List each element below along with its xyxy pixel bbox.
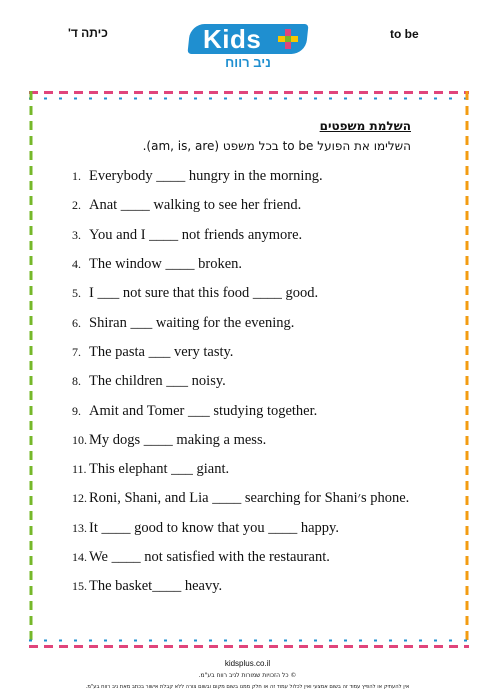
kids-plus-logo (189, 24, 307, 74)
logo-text: Kids (203, 24, 262, 54)
item-number: 8. (72, 374, 81, 389)
footer-site-link[interactable]: kidsplus.co.il (224, 659, 271, 668)
item-number: 7. (72, 344, 81, 359)
exercise-item (72, 484, 409, 513)
exercise-item (72, 162, 409, 191)
worksheet-instruction: השלימו את הפועל to be בכל משפט (am, is, are). (142, 139, 411, 153)
item-sentence: Everybody ____ hungry in the morning. (89, 168, 323, 185)
exercise-item (72, 572, 409, 601)
item-number: 12. (72, 491, 87, 506)
exercise-item (72, 367, 409, 396)
item-sentence: Roni, Shani, and Lia ____ searching for Shani׳s phone. (89, 490, 410, 507)
exercise-item (72, 338, 409, 367)
exercise-item (72, 514, 409, 543)
footer-legal-notice: אין להעתיק או להפיץ עמוד זה בשום אמצעי ואין לכלול עמוד זה או חלק ממנו בשום מקום ובשום צורה ללא קבלת אישור בכתב מאת ניב רווח בע"מ. (85, 684, 410, 690)
item-sentence: The basket____ heavy. (89, 578, 223, 595)
exercise-item (72, 191, 409, 220)
exercise-item (72, 250, 409, 279)
exercise-item (72, 543, 409, 572)
exercise-item (72, 279, 409, 308)
exercise-item (72, 455, 409, 484)
item-sentence: This elephant ___ giant. (89, 461, 230, 478)
item-sentence: It ____ good to know that you ____ happy. (89, 519, 339, 536)
topic-label: to be (390, 27, 419, 41)
exercise-list (72, 162, 409, 601)
exercise-item (72, 308, 409, 337)
plus-icon (277, 28, 299, 50)
exercise-item (72, 426, 409, 455)
item-number: 15. (72, 579, 87, 594)
item-number: 2. (72, 198, 81, 213)
logo-subtitle: ניב רווח (225, 55, 271, 70)
worksheet-title: השלמת משפטים (319, 119, 411, 133)
item-number: 1. (72, 169, 81, 184)
item-number: 3. (72, 227, 81, 242)
item-sentence: We ____ not satisfied with the restaurant. (89, 549, 330, 565)
item-sentence: The children ___ noisy. (89, 373, 226, 390)
item-number: 4. (72, 257, 81, 272)
item-number: 13. (72, 520, 87, 535)
item-number: 6. (72, 315, 81, 330)
item-sentence: Shiran ___ waiting for the evening. (89, 314, 295, 331)
item-number: 14. (72, 550, 87, 564)
item-number: 5. (72, 286, 81, 301)
item-sentence: I ___ not sure that this food ____ good. (89, 285, 319, 302)
footer-copyright: © כל הזכויות שמורות לניב רווח בע"מ. (198, 672, 297, 679)
exercise-item (72, 396, 409, 425)
item-sentence: Anat ____ walking to see her friend. (89, 197, 302, 214)
item-sentence: Amit and Tomer ___ studying together. (89, 402, 318, 419)
item-sentence: You and I ____ not friends anymore. (89, 226, 303, 243)
item-sentence: My dogs ____ making a mess. (89, 431, 267, 448)
item-number: 9. (72, 403, 81, 418)
class-label: כיתה ד' (68, 26, 108, 40)
item-number: 10. (72, 432, 87, 447)
exercise-item (72, 221, 409, 250)
item-sentence: The pasta ___ very tasty. (89, 343, 234, 360)
item-number: 11. (72, 462, 87, 477)
item-sentence: The window ____ broken. (89, 256, 243, 273)
